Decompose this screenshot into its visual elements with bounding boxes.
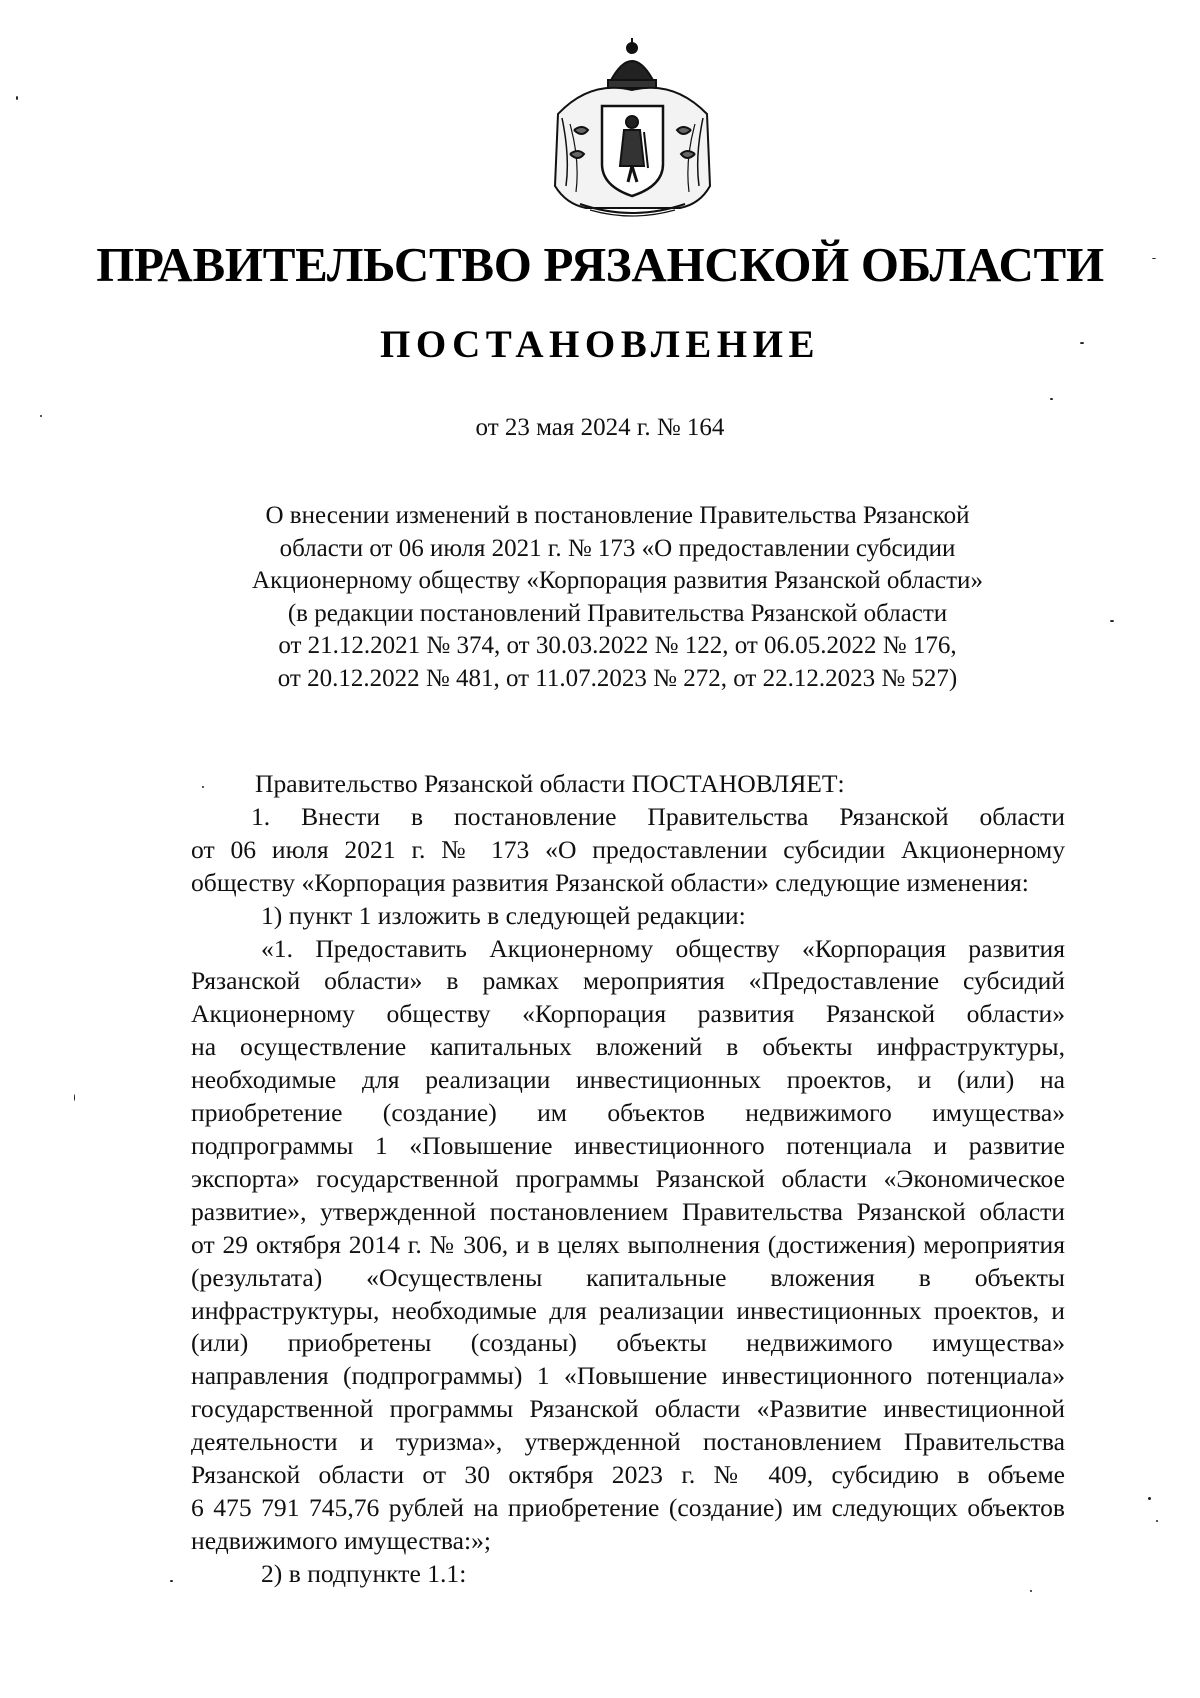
scan-speck xyxy=(1080,342,1084,344)
body-line: Правительство Рязанской области ПОСТАНОВЛЯЕТ: xyxy=(255,769,845,798)
body-line: от 06 июля 2021 г. № 173 «О предоставлении субсидии Акционерному xyxy=(191,834,1065,864)
body-line: 6 475 791 745,76 рублей на приобретение (создание) им следующих объектов xyxy=(191,1492,1065,1522)
body-line: 1. Внести в постановление Правительства Рязанской области xyxy=(251,801,1065,831)
body-line: от 29 октября 2014 г. № 306, и в целях выполнения (достижения) мероприятия xyxy=(191,1229,1065,1259)
scan-speck xyxy=(16,96,18,100)
body-line: (или) приобретены (созданы) объекты недвижимого имущества» xyxy=(191,1328,1065,1358)
scan-speck xyxy=(1148,1497,1151,1500)
body-line: Рязанской области от 30 октября 2023 г. № 409, субсидию в объеме xyxy=(191,1460,1065,1490)
scan-speck xyxy=(74,1094,75,1101)
body-line: Акционерному обществу «Корпорация развития Рязанской области» xyxy=(191,999,1065,1029)
scan-speck xyxy=(1156,1520,1158,1522)
body-line: деятельности и туризма», утвержденной постановлением Правительства xyxy=(191,1427,1065,1457)
body-line: на осуществление капитальных вложений в объекты инфраструктуры, xyxy=(191,1032,1065,1062)
subject-line: О внесении изменений в постановление Правительства Рязанской xyxy=(265,502,970,529)
body-line: государственной программы Рязанской области «Развитие инвестиционной xyxy=(191,1394,1065,1424)
body-line: приобретение (создание) им объектов недвижимого имущества» xyxy=(191,1098,1065,1128)
subject-line: от 20.12.2022 № 481, от 11.07.2023 № 272, от 22.12.2023 № 527) xyxy=(277,664,958,692)
scan-speck xyxy=(202,786,204,788)
scan-speck xyxy=(1110,620,1114,622)
body-line: 2) в подпункте 1.1: xyxy=(261,1558,467,1588)
body-line: направления (подпрограммы) 1 «Повышение инвестиционного потенциала» xyxy=(191,1361,1065,1391)
document-subject xyxy=(190,500,1045,695)
scan-speck xyxy=(1050,398,1053,400)
body-line: инфраструктуры, необходимые для реализации инвестиционных проектов, и xyxy=(191,1295,1065,1325)
document-type-heading: ПОСТАНОВЛЕНИЕ xyxy=(379,323,820,366)
body-line: Рязанской области» в рамках мероприятия «Предоставление субсидий xyxy=(191,966,1065,996)
scan-speck xyxy=(170,1580,173,1582)
subject-line: области от 06 июля 2021 г. № 173 «О предоставлении субсидии xyxy=(279,534,956,562)
body-line: недвижимого имущества:»; xyxy=(191,1525,492,1555)
body-line: 1) пункт 1 изложить в следующей редакции: xyxy=(261,900,746,930)
body-line: обществу «Корпорация развития Рязанской области» следующие изменения: xyxy=(191,867,1029,897)
scan-speck xyxy=(40,415,42,417)
body-line: экспорта» государственной программы Рязанской области «Экономическое xyxy=(191,1163,1065,1193)
document-body xyxy=(191,768,1065,1591)
body-line: «1. Предоставить Акционерному обществу «Корпорация развития xyxy=(261,933,1065,963)
body-line: подпрограммы 1 «Повышение инвестиционного потенциала и развитие xyxy=(191,1130,1065,1160)
body-line: необходимые для реализации инвестиционных проектов, и (или) на xyxy=(191,1065,1065,1095)
scan-speck xyxy=(1030,1590,1032,1592)
government-title: ПРАВИТЕЛЬСТВО РЯЗАНСКОЙ ОБЛАСТИ xyxy=(96,237,1104,292)
body-line: (результата) «Осуществлены капитальные вложения в объекты xyxy=(191,1262,1065,1292)
scan-speck xyxy=(1152,258,1156,259)
body-line: развитие», утвержденной постановлением Правительства Рязанской области xyxy=(191,1196,1065,1226)
document-date-number: от 23 мая 2024 г. № 164 xyxy=(475,414,725,441)
subject-line: (в редакции постановлений Правительства Рязанской области xyxy=(287,599,948,627)
subject-line: от 21.12.2021 № 374, от 30.03.2022 № 122, от 06.05.2022 № 176, xyxy=(278,632,957,659)
coat-of-arms-emblem xyxy=(540,36,725,224)
subject-line: Акционерному обществу «Корпорация развития Рязанской области» xyxy=(252,567,983,594)
